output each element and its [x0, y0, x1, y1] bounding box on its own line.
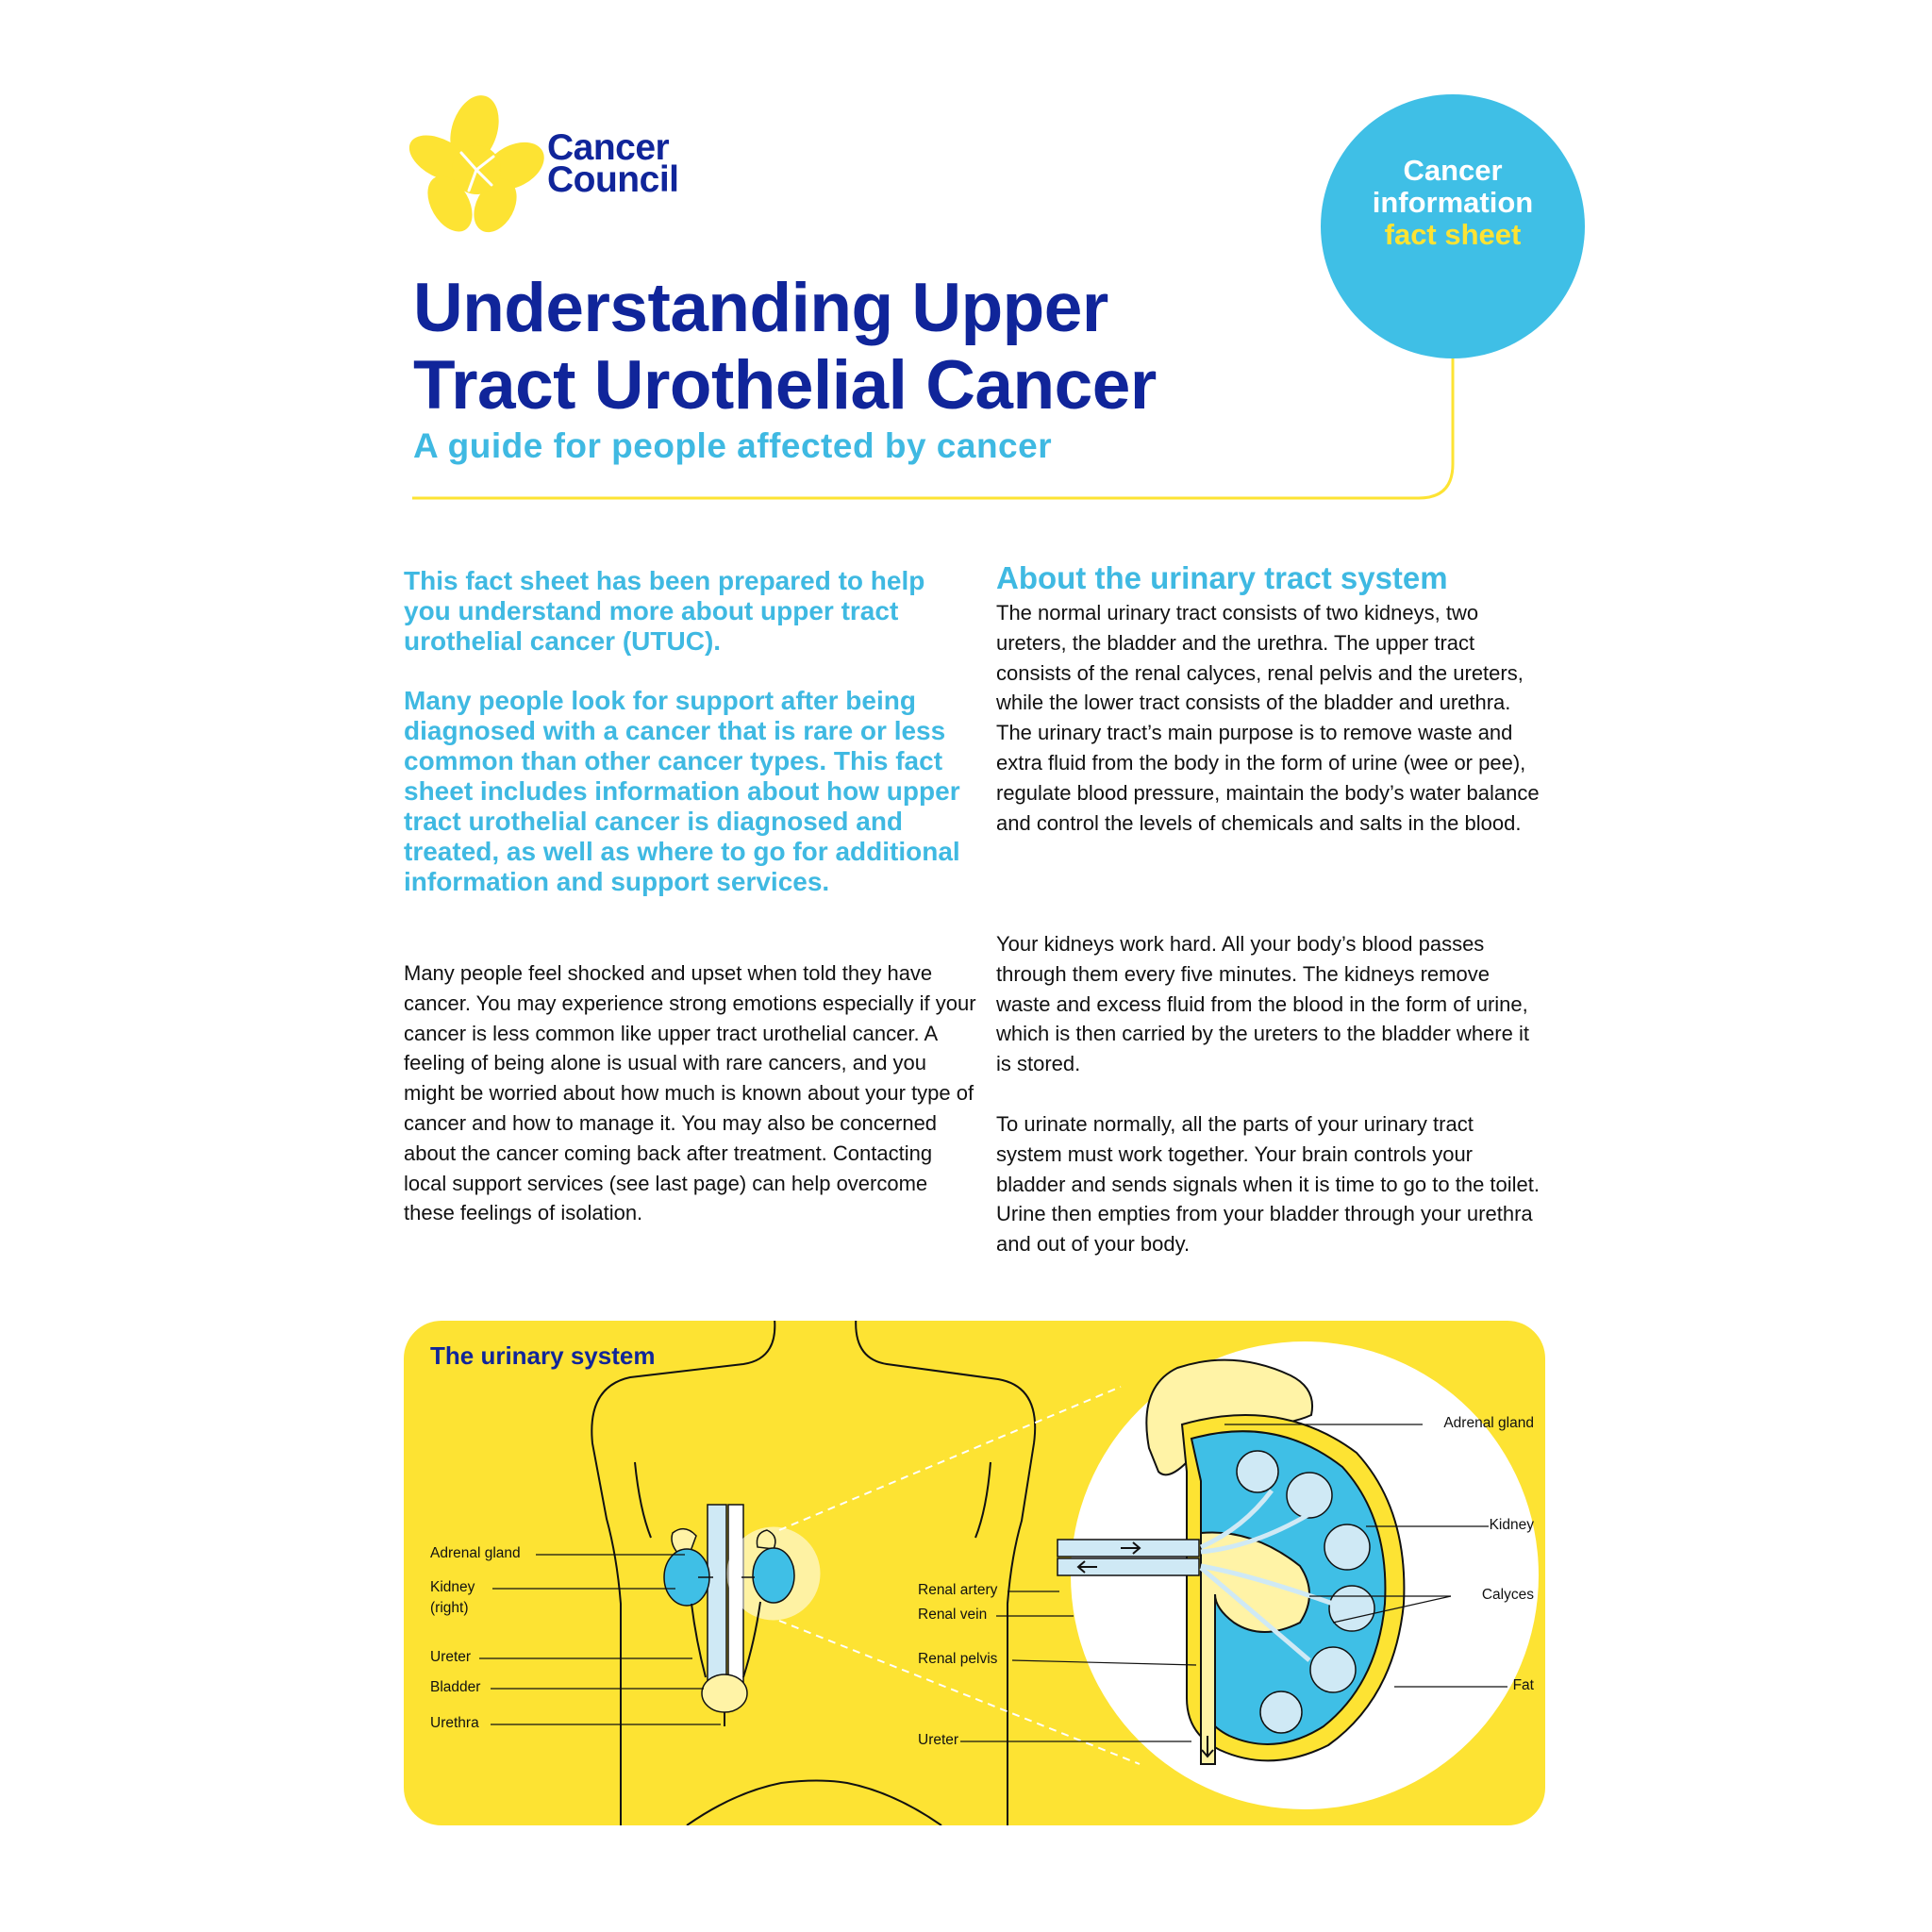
label-bladder: Bladder: [430, 1679, 481, 1695]
label-renal-pelvis: Renal pelvis: [918, 1651, 998, 1667]
urinary-system-diagram: [404, 1321, 1545, 1825]
title-line-2: Tract Urothelial Cancer: [413, 347, 1157, 424]
intro-paragraph-2: Many people look for support after being diagnosed with a cancer that is rare or less common than other cancer types. This fact sheet includes information about how upper tract urothelial cancer is diagnosed and treated, as well as where to go for additional information and support services.: [404, 686, 960, 896]
label-fat: Fat: [1512, 1677, 1534, 1693]
label-renal-artery: Renal artery: [918, 1582, 998, 1598]
kidney-detail: [1058, 1341, 1539, 1809]
left-body-paragraph: Many people feel shocked and upset when told they have cancer. You may experience strong emotions especially if your cancer is less common like upper tract urothelial cancer. A feeling of being alone is usual with rare cancers, and you might be worried about how much is known about your type of cancer and how to manage it. You may also be concerned about the cancer coming back after treatment. Contacting local support services (see last page) can help overcome these feelings of isolation.: [404, 961, 976, 1225]
bladder-small: [702, 1674, 747, 1726]
label-detail-ureter: Ureter: [918, 1732, 959, 1748]
label-renal-vein: Renal vein: [918, 1607, 988, 1623]
right-paragraph-1: The normal urinary tract consists of two kidneys, two ureters, the bladder and the urethra. The upper tract consists of the renal calyces, renal pelvis and the ureters, while the lower tract consists of the bladder and urethra. The urinary tract’s main purpose is to remove waste and extra fluid from the body in the form of urine (wee or pee), regulate blood pressure, maintain the body’s water balance and control the levels of chemicals and salts in the blood.: [996, 601, 1540, 835]
badge-line-2: information: [1372, 186, 1534, 219]
right-paragraph-3: To urinate normally, all the parts of your urinary tract system must work together. Your brain controls your bladder and sends signals when it is time to go to the toilet. Urine then empties from your bladder through your urethra and out of your body.: [996, 1112, 1541, 1257]
label-detail-adrenal-gland: Adrenal gland: [1443, 1415, 1534, 1431]
title-line-1: Understanding Upper: [413, 270, 1108, 346]
label-urethra: Urethra: [430, 1715, 479, 1731]
label-kidney: Kidney: [430, 1579, 475, 1595]
label-adrenal-gland: Adrenal gland: [430, 1545, 521, 1561]
label-calyces: Calyces: [1481, 1587, 1534, 1603]
section-heading: About the urinary tract system: [996, 560, 1448, 595]
panel-title: The urinary system: [430, 1341, 656, 1370]
fact-sheet-badge: [1321, 94, 1585, 358]
intro-paragraph-1: This fact sheet has been prepared to help you understand more about upper tract urothelial cancer (UTUC).: [404, 566, 925, 656]
page-subtitle: A guide for people affected by cancer: [413, 426, 1053, 465]
label-detail-kidney: Kidney: [1489, 1517, 1534, 1533]
badge-line-3: fact sheet: [1384, 218, 1522, 251]
label-ureter: Ureter: [430, 1649, 472, 1665]
kidney-right-small: [664, 1529, 713, 1677]
page-title: [413, 270, 1357, 425]
logo-line-2: Council: [547, 159, 679, 200]
logo-line-1: Cancer: [547, 127, 670, 168]
urinary-system-panel: [404, 1321, 1545, 1825]
right-paragraph-2: Your kidneys work hard. All your body’s blood passes through them every five minutes. The kidneys remove waste and excess fluid from the blood in the form of urine, which is then carried by the ureters to the bladder where it is stored.: [996, 932, 1529, 1076]
label-kidney-side: (right): [430, 1600, 469, 1616]
badge-line-1: Cancer: [1403, 154, 1503, 187]
